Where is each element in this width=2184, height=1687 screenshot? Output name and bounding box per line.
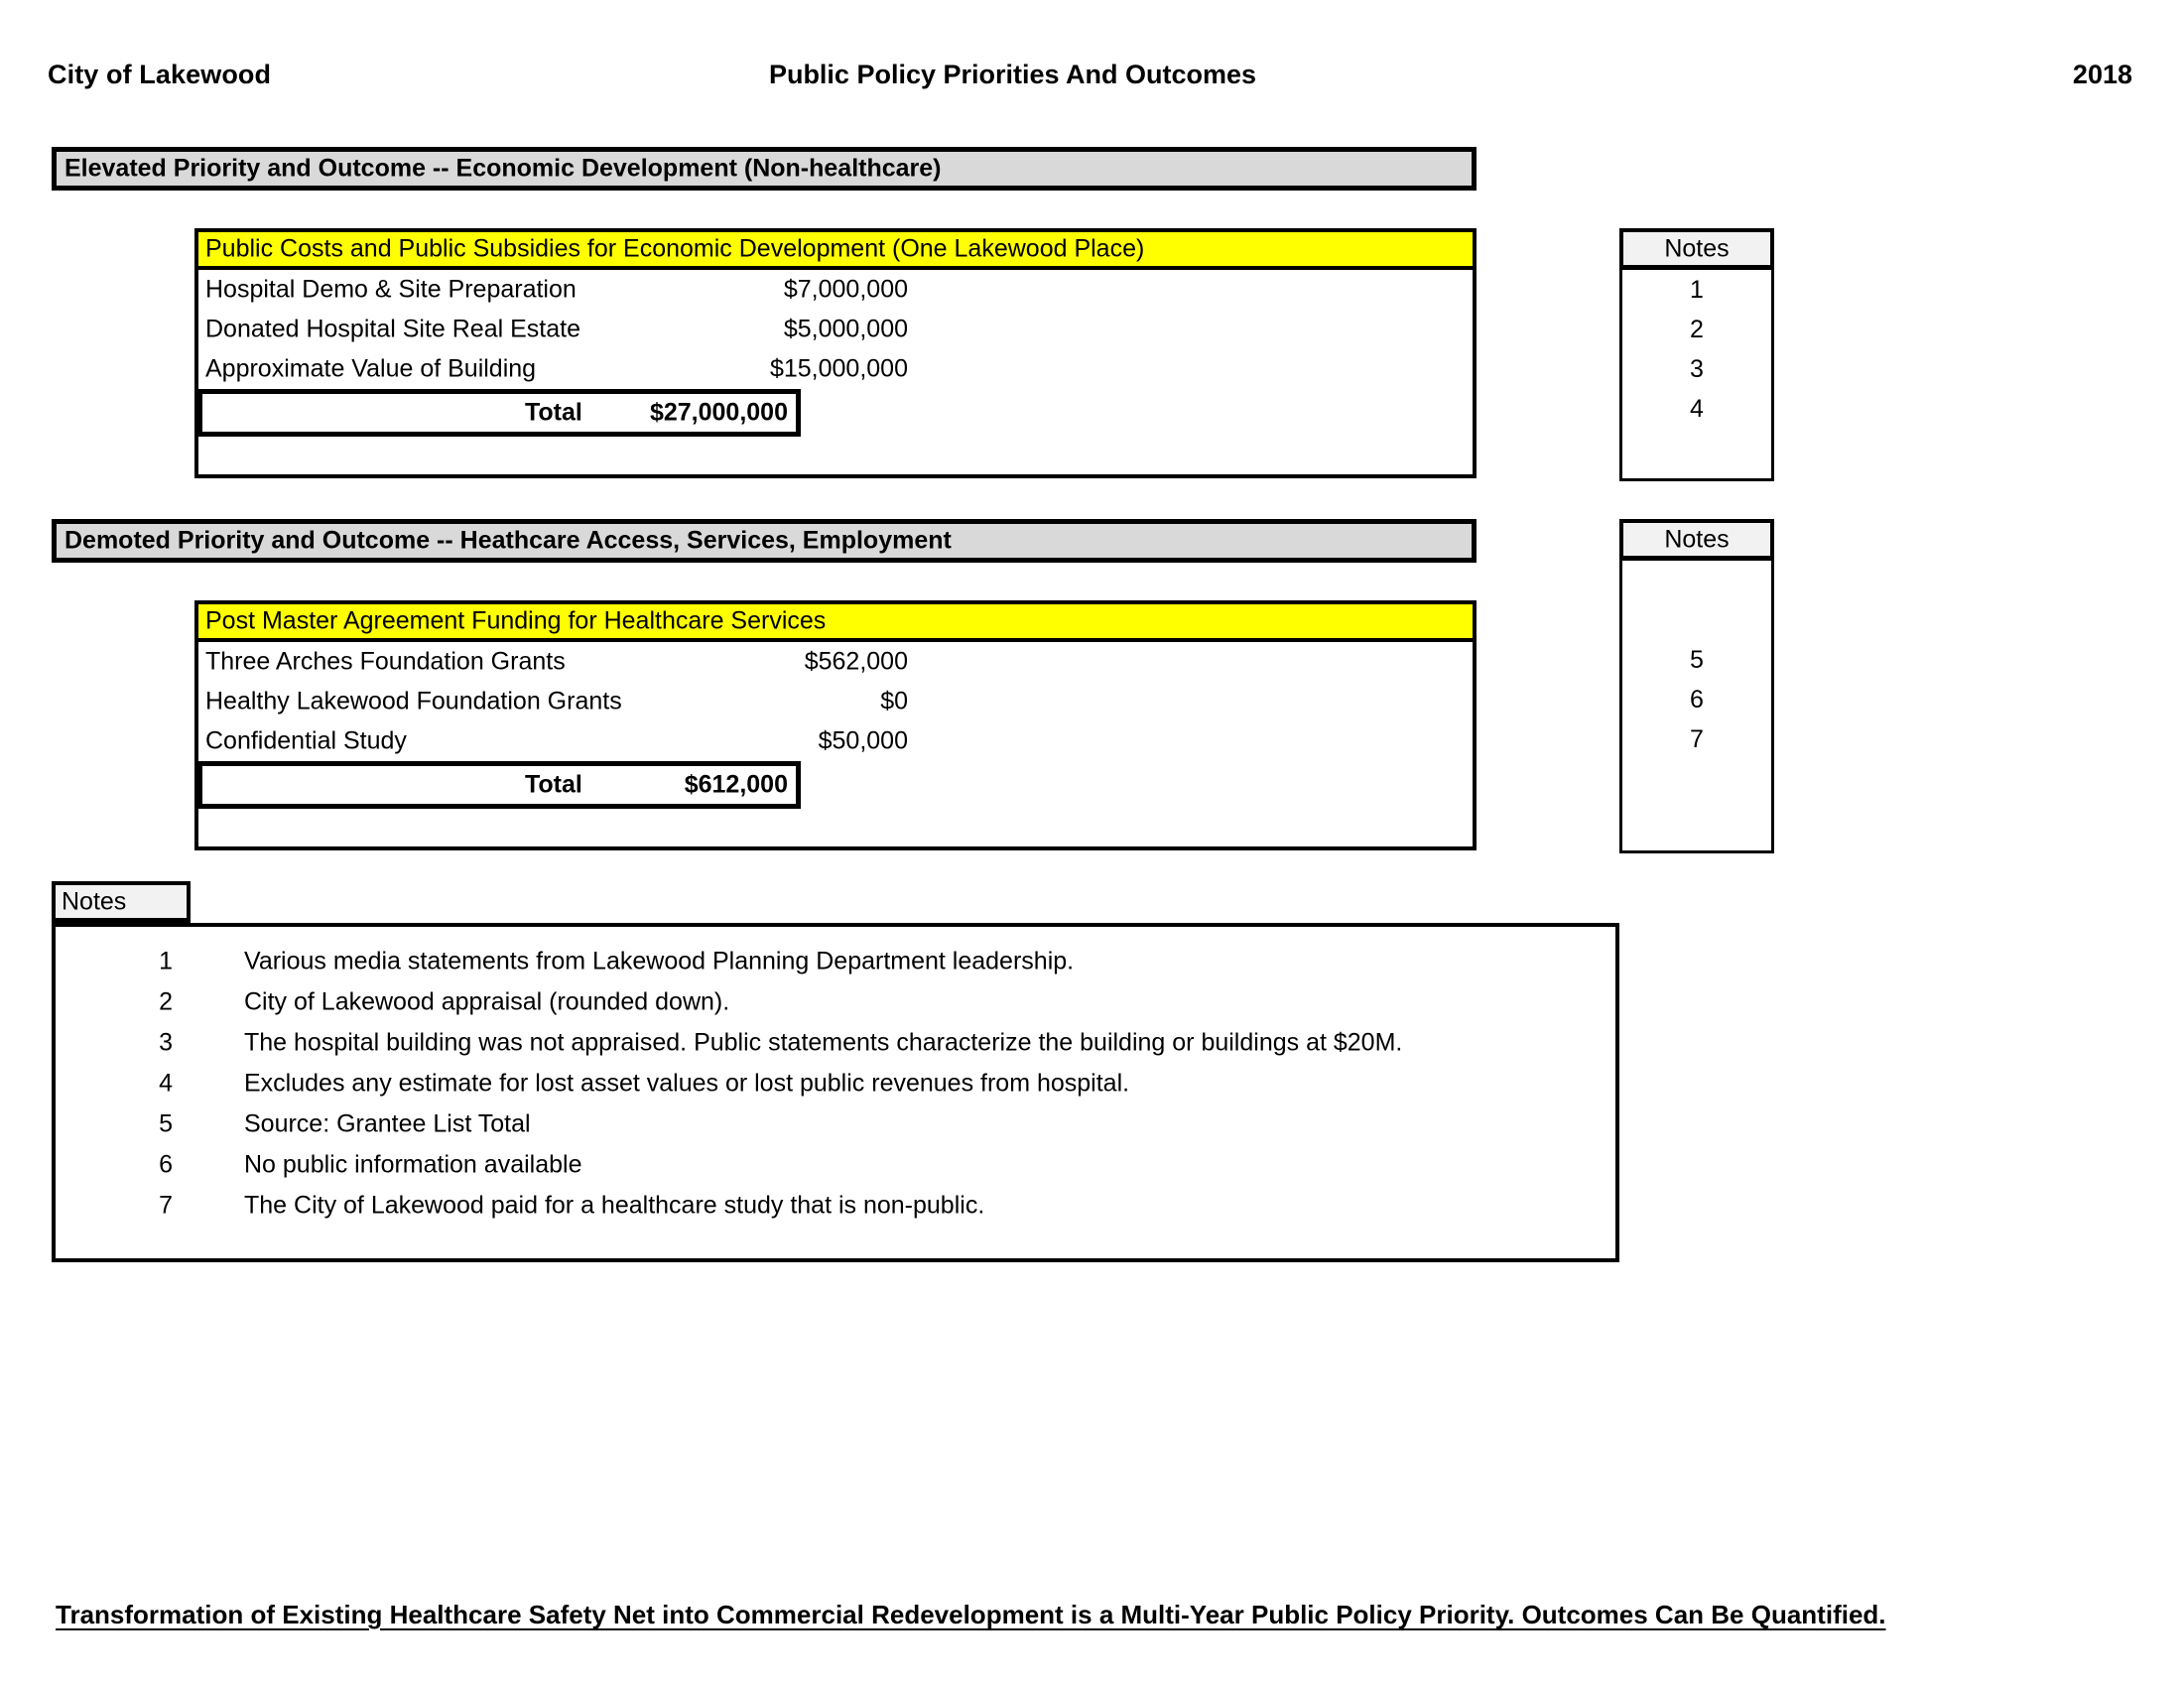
note-number: 3 (159, 1028, 173, 1056)
note-number: 5 (159, 1109, 173, 1137)
notes-column-healthcare-access (1619, 519, 1774, 853)
note-item (56, 1144, 1615, 1185)
row-amount: $0 (880, 687, 908, 715)
table-title-label: Public Costs and Public Subsidies for Economic Development (One Lakewood Place) (205, 234, 1145, 263)
table-row (198, 682, 1473, 721)
section-banner-economic-development (52, 147, 1477, 191)
notes-column-number: 2 (1690, 316, 1704, 343)
notes-block-top-padding (56, 927, 1615, 941)
notes-column-economic-development (1619, 228, 1774, 481)
table-row (198, 270, 1473, 310)
note-number: 2 (159, 987, 173, 1015)
notes-column-header-label: Notes (1664, 525, 1730, 553)
table-total-row (197, 761, 801, 809)
row-amount: $562,000 (804, 647, 908, 676)
notes-column-number: 6 (1690, 686, 1704, 714)
section-banner-label: Elevated Priority and Outcome -- Economic Development (Non-healthcare) (64, 154, 942, 183)
page-title: Public Policy Priorities And Outcomes (768, 60, 1257, 89)
row-label: Three Arches Foundation Grants (205, 647, 566, 676)
notes-block-tab-label: Notes (62, 887, 127, 915)
notes-column-number: 5 (1690, 646, 1704, 674)
notes-column-spacer (1622, 561, 1771, 600)
note-text: Source: Grantee List Total (244, 1109, 531, 1137)
note-number: 7 (159, 1191, 173, 1219)
table-row (198, 349, 1473, 389)
header-organization: City of Lakewood (48, 60, 272, 89)
note-item (56, 1022, 1615, 1063)
note-item (56, 941, 1615, 981)
row-label: Approximate Value of Building (205, 354, 537, 383)
note-text: No public information available (244, 1150, 582, 1178)
note-text: City of Lakewood appraisal (rounded down). (244, 987, 730, 1015)
note-text: The City of Lakewood paid for a healthcare study that is non-public. (244, 1191, 985, 1219)
total-amount: $27,000,000 (649, 398, 788, 427)
row-label: Healthy Lakewood Foundation Grants (205, 687, 622, 715)
notes-column-header (1619, 519, 1774, 561)
note-item (56, 1103, 1615, 1144)
table-title-bar-economic-development (198, 232, 1473, 270)
table-healthcare-funding (194, 600, 1477, 850)
table-total-wrapper (198, 761, 1473, 809)
header-year: 2018 (2072, 60, 2132, 89)
notes-column-spacer (1622, 600, 1771, 640)
note-item (56, 981, 1615, 1022)
note-text: Various media statements from Lakewood Planning Department leadership. (244, 947, 1075, 974)
notes-column-number: 1 (1690, 276, 1704, 304)
note-number: 4 (159, 1069, 173, 1097)
row-label: Hospital Demo & Site Preparation (205, 275, 577, 304)
notes-column-header-label: Notes (1664, 234, 1730, 262)
note-number: 6 (159, 1150, 173, 1178)
document-footer: Transformation of Existing Healthcare Safety Net into Commercial Redevelopment is a Multi-Year Public Policy Priority. Outcomes Can Be Quantified. (56, 1600, 1886, 1629)
row-amount: $50,000 (818, 726, 908, 755)
note-text: Excludes any estimate for lost asset values or lost public revenues from hospital. (244, 1069, 1130, 1097)
table-economic-development (194, 228, 1477, 478)
section-banner-healthcare-access (52, 519, 1477, 563)
row-label: Confidential Study (205, 726, 407, 755)
table-total-wrapper (198, 389, 1473, 437)
table-total-row (197, 389, 801, 437)
total-amount: $612,000 (684, 770, 788, 799)
table-bottom-padding (198, 437, 1473, 474)
table-bottom-padding (198, 809, 1473, 846)
row-amount: $15,000,000 (769, 354, 908, 383)
notes-block (52, 923, 1619, 1262)
table-row (198, 642, 1473, 682)
notes-column-number: 3 (1690, 355, 1704, 383)
note-number: 1 (159, 947, 173, 974)
notes-block-tab (52, 881, 191, 923)
row-amount: $5,000,000 (783, 315, 908, 343)
notes-column-body (1619, 270, 1774, 481)
note-item (56, 1063, 1615, 1103)
notes-column-number: 4 (1690, 395, 1704, 423)
table-row (198, 721, 1473, 761)
row-amount: $7,000,000 (783, 275, 908, 304)
notes-column-number: 7 (1690, 725, 1704, 753)
note-item (56, 1185, 1615, 1226)
total-label: Total (525, 770, 582, 799)
note-text: The hospital building was not appraised. Public statements characterize the building or buildings at $20M. (244, 1028, 1403, 1056)
section-banner-label: Demoted Priority and Outcome -- Heathcare Access, Services, Employment (64, 526, 952, 555)
table-title-label: Post Master Agreement Funding for Healthcare Services (205, 606, 827, 635)
notes-column-body (1619, 561, 1774, 853)
table-title-bar-healthcare-funding (198, 604, 1473, 642)
document-header (0, 60, 2184, 99)
total-label: Total (525, 398, 582, 427)
row-label: Donated Hospital Site Real Estate (205, 315, 580, 343)
table-row (198, 310, 1473, 349)
notes-column-header (1619, 228, 1774, 270)
